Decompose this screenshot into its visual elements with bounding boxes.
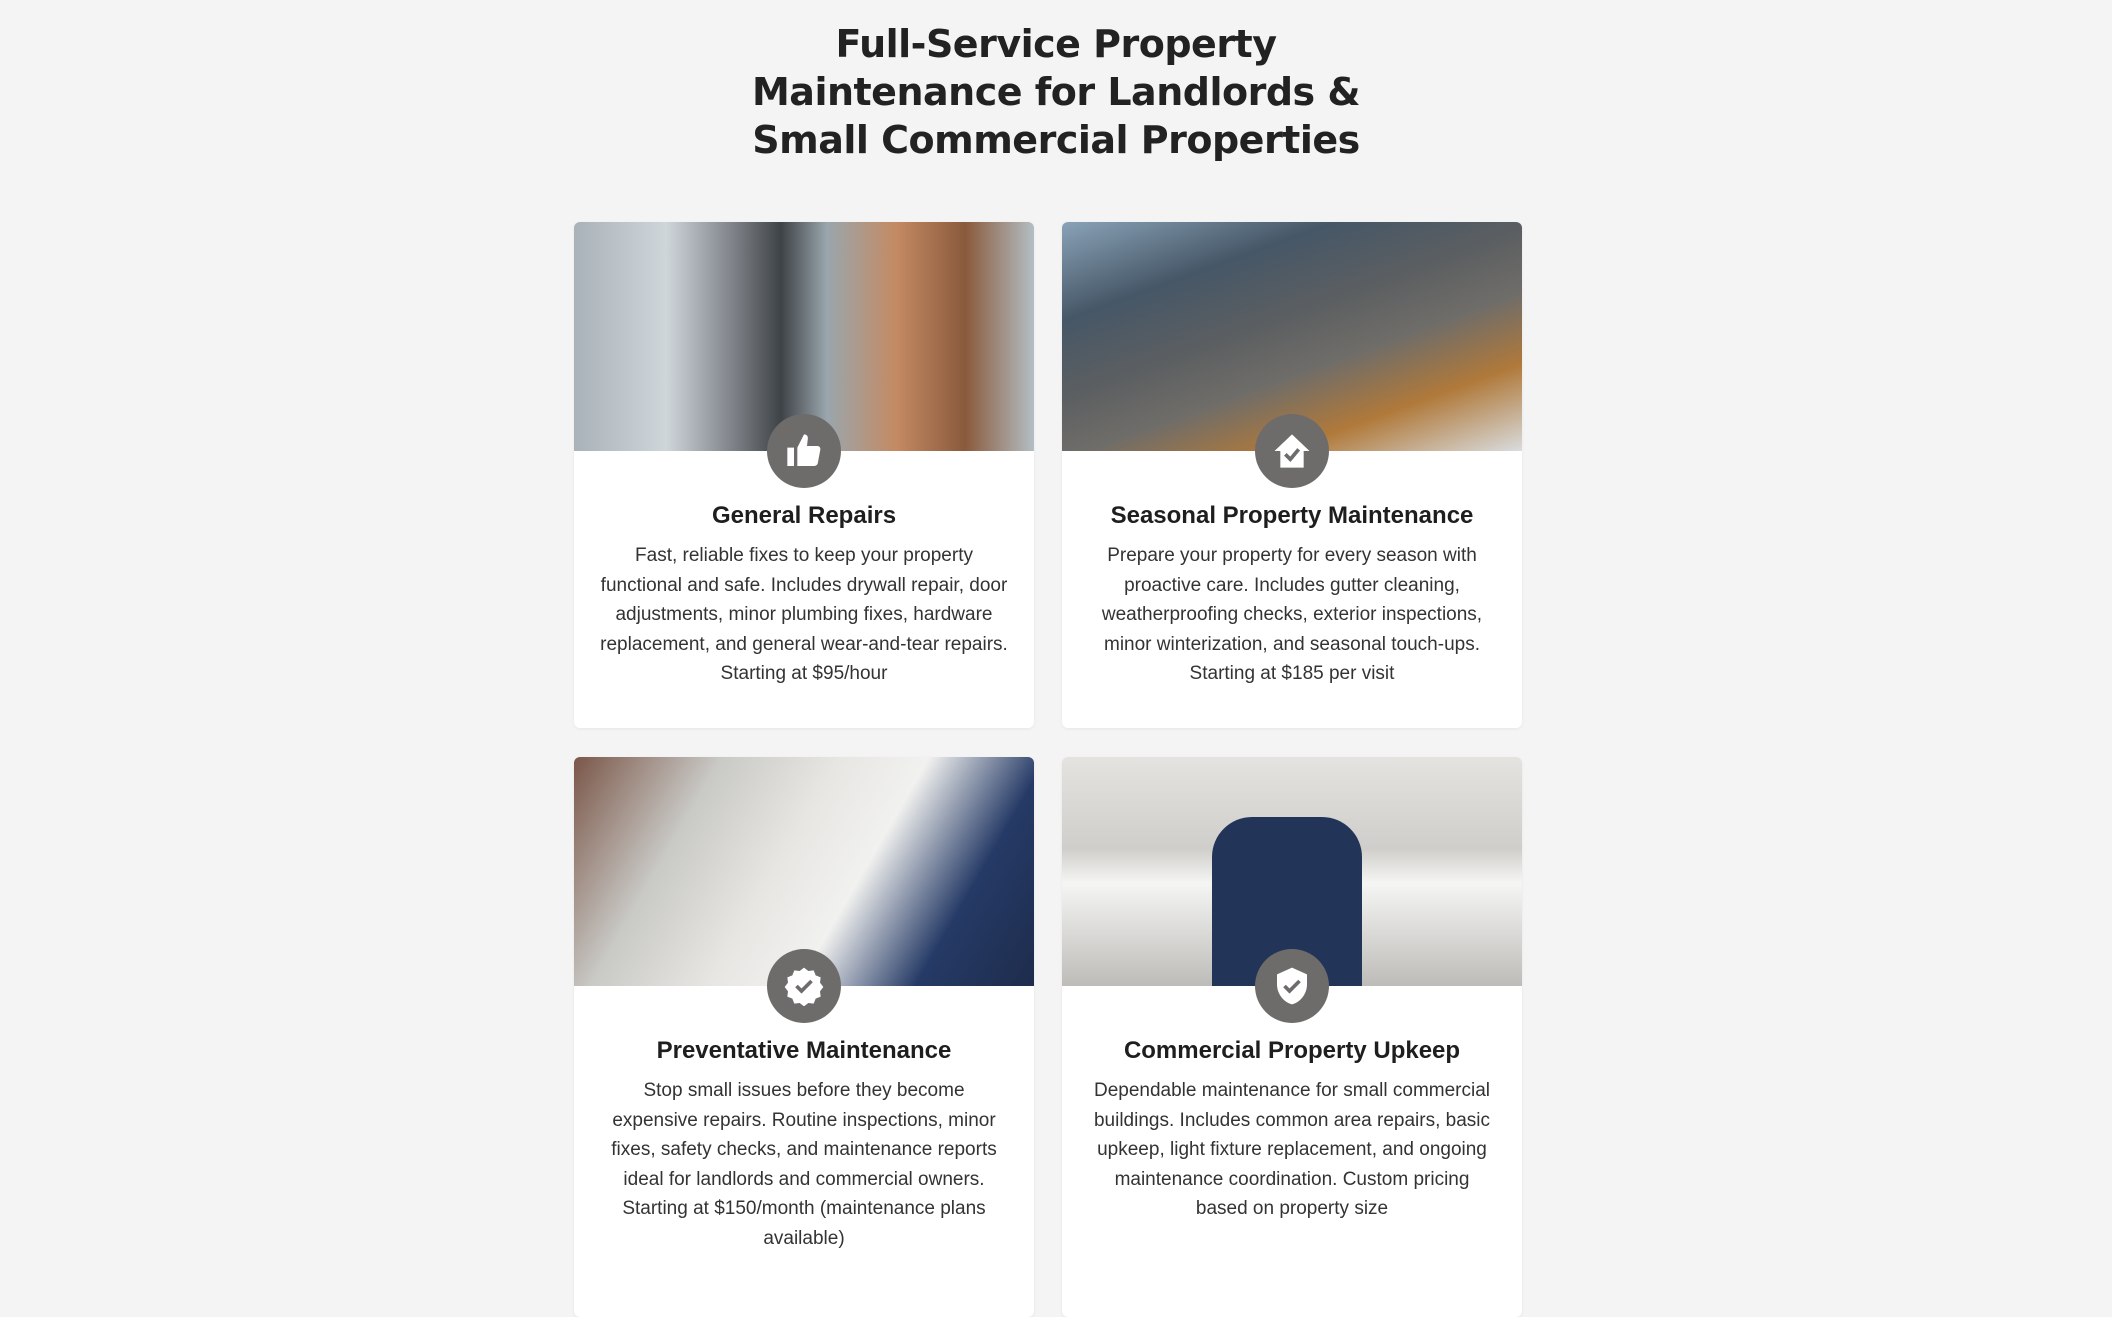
thumbs-up-icon (767, 414, 841, 488)
service-title: General Repairs (711, 502, 897, 529)
service-description: Dependable maintenance for small commercial buildings. Includes common area repairs, basic upkeep, light fixture replacement, and ongoing maintenance coordination. Custom pricing based on property size (1093, 1080, 1491, 1219)
badge-check-icon (767, 949, 841, 1023)
page-title: Full-Service Property Maintenance for Landlords & Small Commercial Properties (751, 22, 1361, 162)
shield-check-icon (1255, 949, 1329, 1023)
service-title: Commercial Property Upkeep (1123, 1037, 1461, 1064)
service-title: Preventative Maintenance (656, 1037, 952, 1064)
service-description: Stop small issues before they become expensive repairs. Routine inspections, minor fixes, safety checks, and maintenance reports ideal for landlords and commercial owners. Starting at $150/month (maintenance plans available) (611, 1080, 997, 1249)
service-card-preventative-maintenance (574, 757, 1034, 1317)
service-image-clipboard-inspection (574, 757, 1034, 986)
service-description: Prepare your property for every season with proactive care. Includes gutter cleaning, weatherproofing checks, exterior inspections, minor winterization, and seasonal touch-ups. Starting at $185 per visit (1101, 545, 1483, 684)
service-card-seasonal-maintenance (1062, 222, 1522, 728)
service-image-ceiling-light-fixture (1062, 757, 1522, 986)
service-card-commercial-upkeep (1062, 757, 1522, 1317)
service-description: Fast, reliable fixes to keep your property functional and safe. Includes drywall repair, door adjustments, minor plumbing fixes, hardware replacement, and general wear-and-tear repairs. Starting at $95/hour (600, 545, 1008, 684)
service-image-gutter-leaves (1062, 222, 1522, 451)
service-image-door-handle-repair (574, 222, 1034, 451)
house-check-icon (1255, 414, 1329, 488)
service-card-general-repairs (574, 222, 1034, 728)
service-title: Seasonal Property Maintenance (1110, 502, 1474, 529)
section-header (0, 20, 2112, 164)
